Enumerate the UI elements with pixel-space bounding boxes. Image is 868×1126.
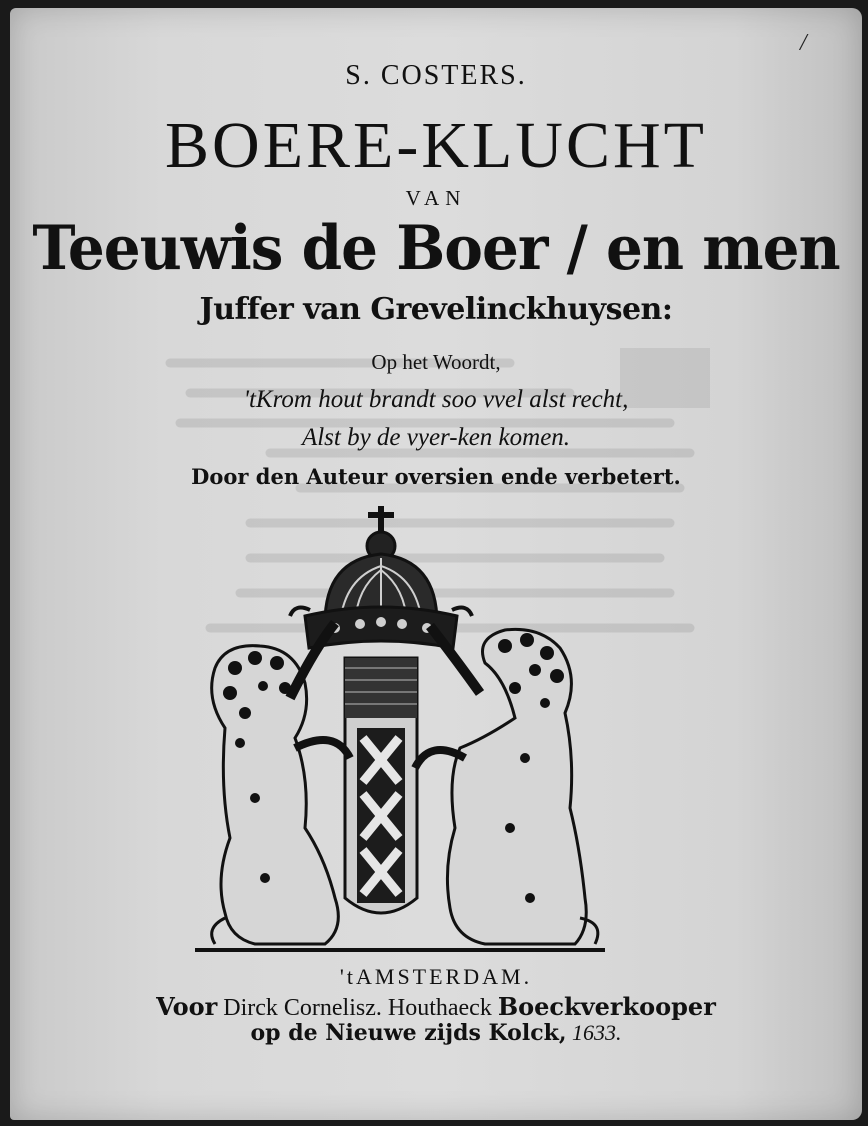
corner-mark: / [800, 30, 807, 56]
publisher-address: op de Nieuwe zijds Kolck, [250, 1020, 567, 1046]
publisher-name: Dirck Cornelisz. Houthaeck [223, 995, 492, 1021]
lion-right-icon [415, 626, 598, 944]
motto-intro: Op het Woordt, [371, 350, 501, 374]
publisher-trade: Boeckverkooper [497, 992, 716, 1021]
motto-line-1: 'tKrom hout brandt soo vvel alst recht, [243, 386, 629, 413]
imprint-year: 1633. [572, 1020, 622, 1045]
shield-icon [345, 658, 417, 913]
subtitle-line-2: Juffer van Grevelinckhuysen: [199, 292, 673, 327]
title-van: VAN [405, 186, 467, 210]
crown-icon [290, 506, 472, 648]
main-title: BOERE-KLUCHT [165, 109, 707, 182]
title-page [10, 8, 862, 1120]
coat-of-arms-amsterdam-icon [185, 498, 615, 958]
author-name: S. COSTERS. [345, 60, 527, 91]
imprint-place: 'tAMSTERDAM. [339, 964, 533, 989]
lion-left-icon [212, 623, 350, 944]
revision-note: Door den Auteur oversien ende verbetert. [191, 464, 681, 489]
imprint-publisher [10, 992, 862, 1022]
subtitle-line-1: Teeuwis de Boer / en men [32, 212, 840, 284]
motto-line-2: Alst by de vyer-ken komen. [301, 424, 571, 451]
imprint-address [10, 1020, 862, 1046]
publisher-prefix: Voor [156, 992, 218, 1021]
